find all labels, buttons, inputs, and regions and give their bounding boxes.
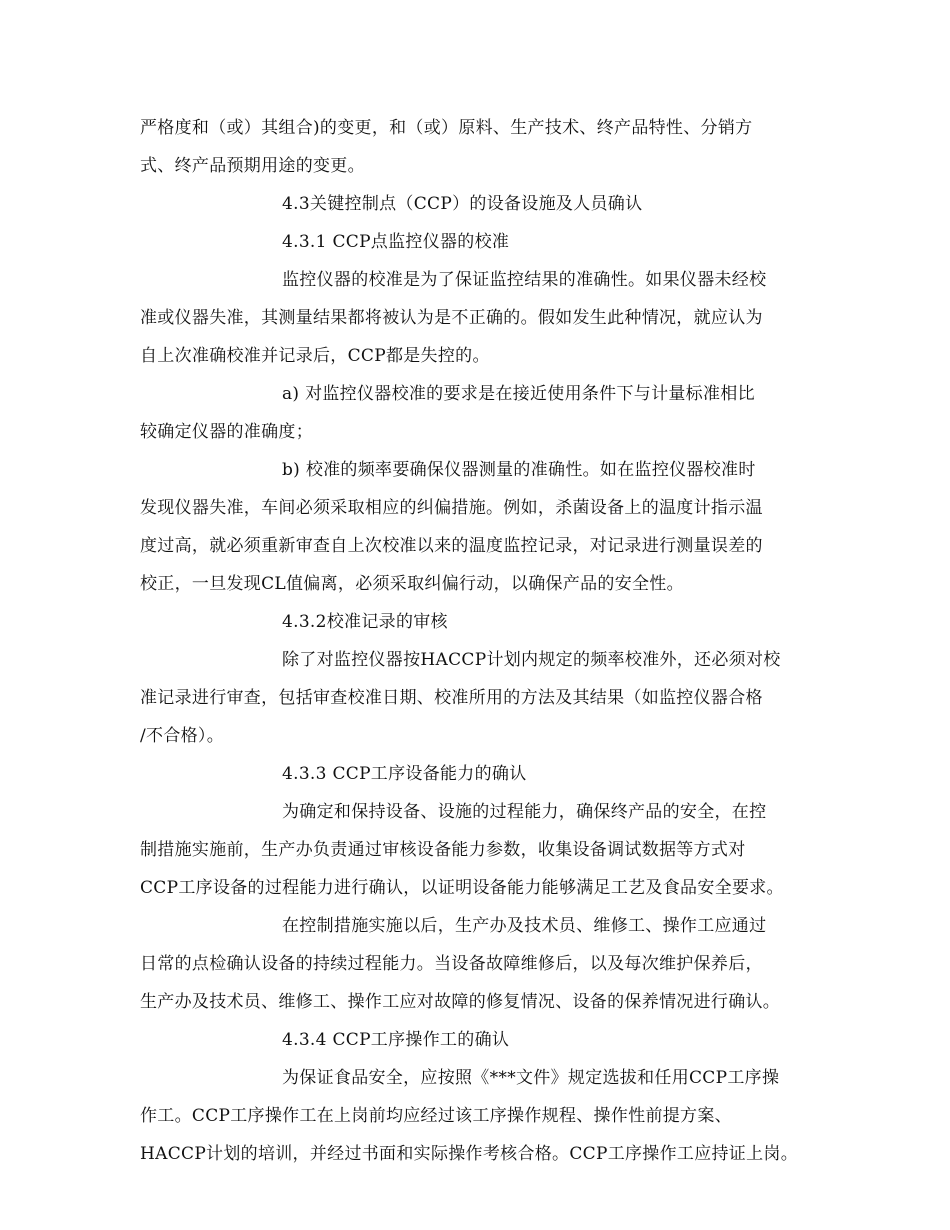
list-item-b: b) 校准的频率要确保仪器测量的准确性。如在监控仪器校准时 bbox=[282, 460, 756, 480]
body-text-line: 发现仪器失准，车间必须采取相应的纠偏措施。例如，杀菌设备上的温度计指示温 bbox=[140, 498, 763, 518]
body-text-line: 生产办及技术员、维修工、操作工应对故障的修复情况、设备的保养情况进行确认。 bbox=[140, 992, 781, 1012]
paragraph-first-line: 在控制措施实施以后，生产办及技术员、维修工、操作工应通过 bbox=[282, 916, 767, 936]
body-text-line: 自上次准确校准并记录后，CCP都是失控的。 bbox=[140, 346, 490, 366]
section-heading-4-3: 4.3关键控制点（CCP）的设备设施及人员确认 bbox=[282, 194, 643, 214]
body-text-line: 准记录进行审查，包括审查校准日期、校准所用的方法及其结果（如监控仪器合格 bbox=[140, 688, 763, 708]
body-text-line: 制措施实施前，生产办负责通过审核设备能力参数，收集设备调试数据等方式对 bbox=[140, 840, 746, 860]
paragraph-first-line: 为保证食品安全，应按照《***文件》规定选拔和任用CCP工序操 bbox=[282, 1068, 780, 1088]
subsection-heading-4-3-4: 4.3.4 CCP工序操作工的确认 bbox=[282, 1030, 510, 1050]
subsection-heading-4-3-2: 4.3.2校准记录的审核 bbox=[282, 612, 448, 632]
body-text-line: 作工。CCP工序操作工在上岗前均应经过该工序操作规程、操作性前提方案、 bbox=[140, 1106, 732, 1126]
body-text-line: 严格度和（或）其组合)的变更，和（或）原料、生产技术、终产品特性、分销方 bbox=[140, 118, 753, 138]
body-text-line: CCP工序设备的过程能力进行确认，以证明设备能力能够满足工艺及食品安全要求。 bbox=[140, 878, 784, 898]
body-text-line: 较确定仪器的准确度； bbox=[140, 422, 313, 442]
body-text-line: HACCP计划的培训，并经过书面和实际操作考核合格。CCP工序操作工应持证上岗。 bbox=[140, 1144, 799, 1164]
paragraph-first-line: 监控仪器的校准是为了保证监控结果的准确性。如果仪器未经校 bbox=[282, 270, 767, 290]
paragraph-first-line: 为确定和保持设备、设施的过程能力，确保终产品的安全，在控 bbox=[282, 802, 767, 822]
subsection-heading-4-3-1: 4.3.1 CCP点监控仪器的校准 bbox=[282, 232, 510, 252]
paragraph-first-line: 除了对监控仪器按HACCP计划内规定的频率校准外，还必须对校 bbox=[282, 650, 781, 670]
subsection-heading-4-3-3: 4.3.3 CCP工序设备能力的确认 bbox=[282, 764, 527, 784]
body-text-line: 日常的点检确认设备的持续过程能力。当设备故障维修后，以及每次维护保养后， bbox=[140, 954, 763, 974]
list-item-a: a) 对监控仪器校准的要求是在接近使用条件下与计量标准相比 bbox=[282, 384, 755, 404]
body-text-line: 度过高，就必须重新审查自上次校准以来的温度监控记录，对记录进行测量误差的 bbox=[140, 536, 763, 556]
body-text-line: 式、终产品预期用途的变更。 bbox=[140, 156, 365, 176]
body-text-line: 校正，一旦发现CL值偏离，必须采取纠偏行动，以确保产品的安全性。 bbox=[140, 574, 684, 594]
body-text-line: /不合格）。 bbox=[140, 726, 225, 746]
body-text-line: 准或仪器失准，其测量结果都将被认为是不正确的。假如发生此种情况，就应认为 bbox=[140, 308, 763, 328]
